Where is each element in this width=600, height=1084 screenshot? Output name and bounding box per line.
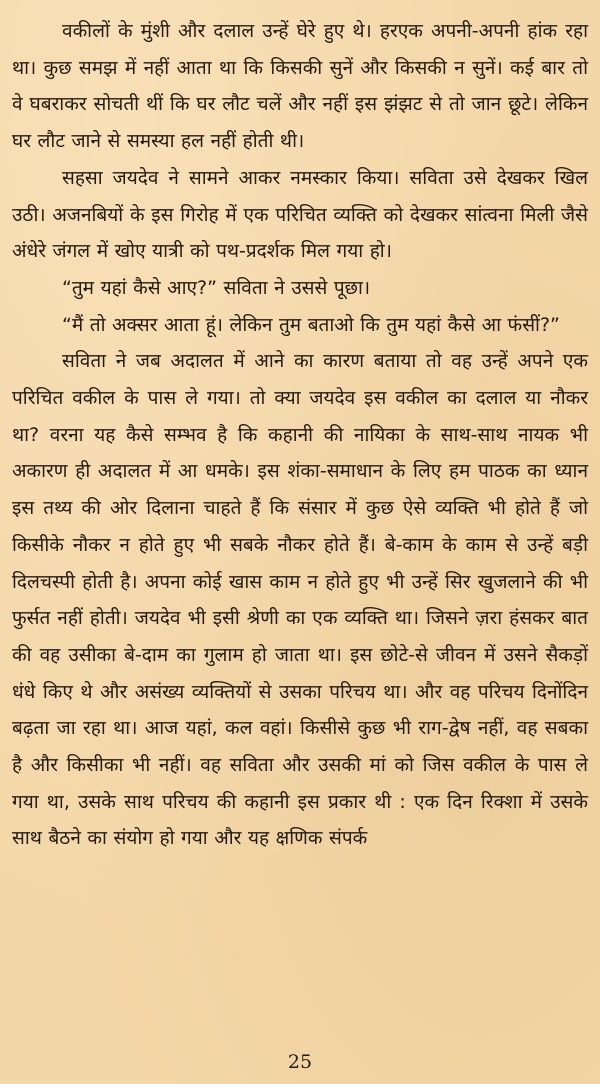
- text-body: [12, 13, 588, 857]
- paragraph-2: सहसा जयदेव ने सामने आकर नमस्कार किया। सविता उसे देखकर खिल उठी। अजनबियों के इस गिरोह में एक परिचित व्यक्ति को देखकर सांत्वना मिली जैसे अंधेरे जंगल में खोए यात्री को पथ-प्रदर्शक मिल गया हो।: [12, 166, 588, 263]
- paragraph-5: सविता ने जब अदालत में आने का कारण बताया तो वह उन्हें अपने एक परिचित वकील के पास ले गया। तो क्या जयदेव इस वकील का दलाल या नौकर था? वरना यह कैसे सम्भव है कि कहानी की नायिका के साथ-साथ नायक भी अकारण ही अदालत में आ धमके। इस शंका-समाधान के लिए हम पाठक का ध्यान इस तथ्य की ओर दिलाना चाहते हैं कि संसार में कुछ ऐसे व्यक्ति भी होते हैं जो किसीके नौकर न होते हुए भी सबके नौकर होते हैं। बे-काम के काम से उन्हें बड़ी दिलचस्पी होती है। अपना कोई खास काम न होते हुए भी उन्हें सिर खुजलाने की भी फुर्सत नहीं होती। जयदेव भी इसी श्रेणी का एक व्यक्ति था। जिसने ज़रा हंसकर बात की वह उसीका बे-दाम का गुलाम हो जाता था। इस छोटे-से जीवन में उसने सैकड़ों धंधे किए थे और असंख्य व्यक्तियों से उसका परिचय था। और वह परिचय दिनोंदिन बढ़ता जा रहा था। आज यहां, कल वहां। किसीसे कुछ भी राग-द्वेष नहीं, वह सबका है और किसीका भी नहीं। वह सविता और उसकी मां को जिस वकील के पास ले गया था, उसके साथ परिचय की कहानी इस प्रकार थी : एक दिन रिक्शा में उसके साथ बैठने का संयोग हो गया और यह क्षणिक संपर्क: [12, 350, 588, 850]
- paragraph-1: वकीलों के मुंशी और दलाल उन्हें घेरे हुए थे। हरएक अपनी-अपनी हांक रहा था। कुछ समझ में नहीं आता था कि किसकी सुनें और किसकी न सुनें। कई बार तो वे घबराकर सोचती थीं कि घर लौट चलें और नहीं इस झंझट से तो जान छूटे। लेकिन घर लौट जाने से समस्या हल नहीं होती थी।: [12, 20, 588, 153]
- paragraph-3: “तुम यहां कैसे आए?” सविता ने उससे पूछा।: [62, 276, 371, 299]
- page-number: 25: [287, 1051, 313, 1073]
- paragraph-4: “मैं तो अक्सर आता हूं। लेकिन तुम बताओ कि तुम यहां कैसे आ फंसीं?”: [62, 313, 560, 336]
